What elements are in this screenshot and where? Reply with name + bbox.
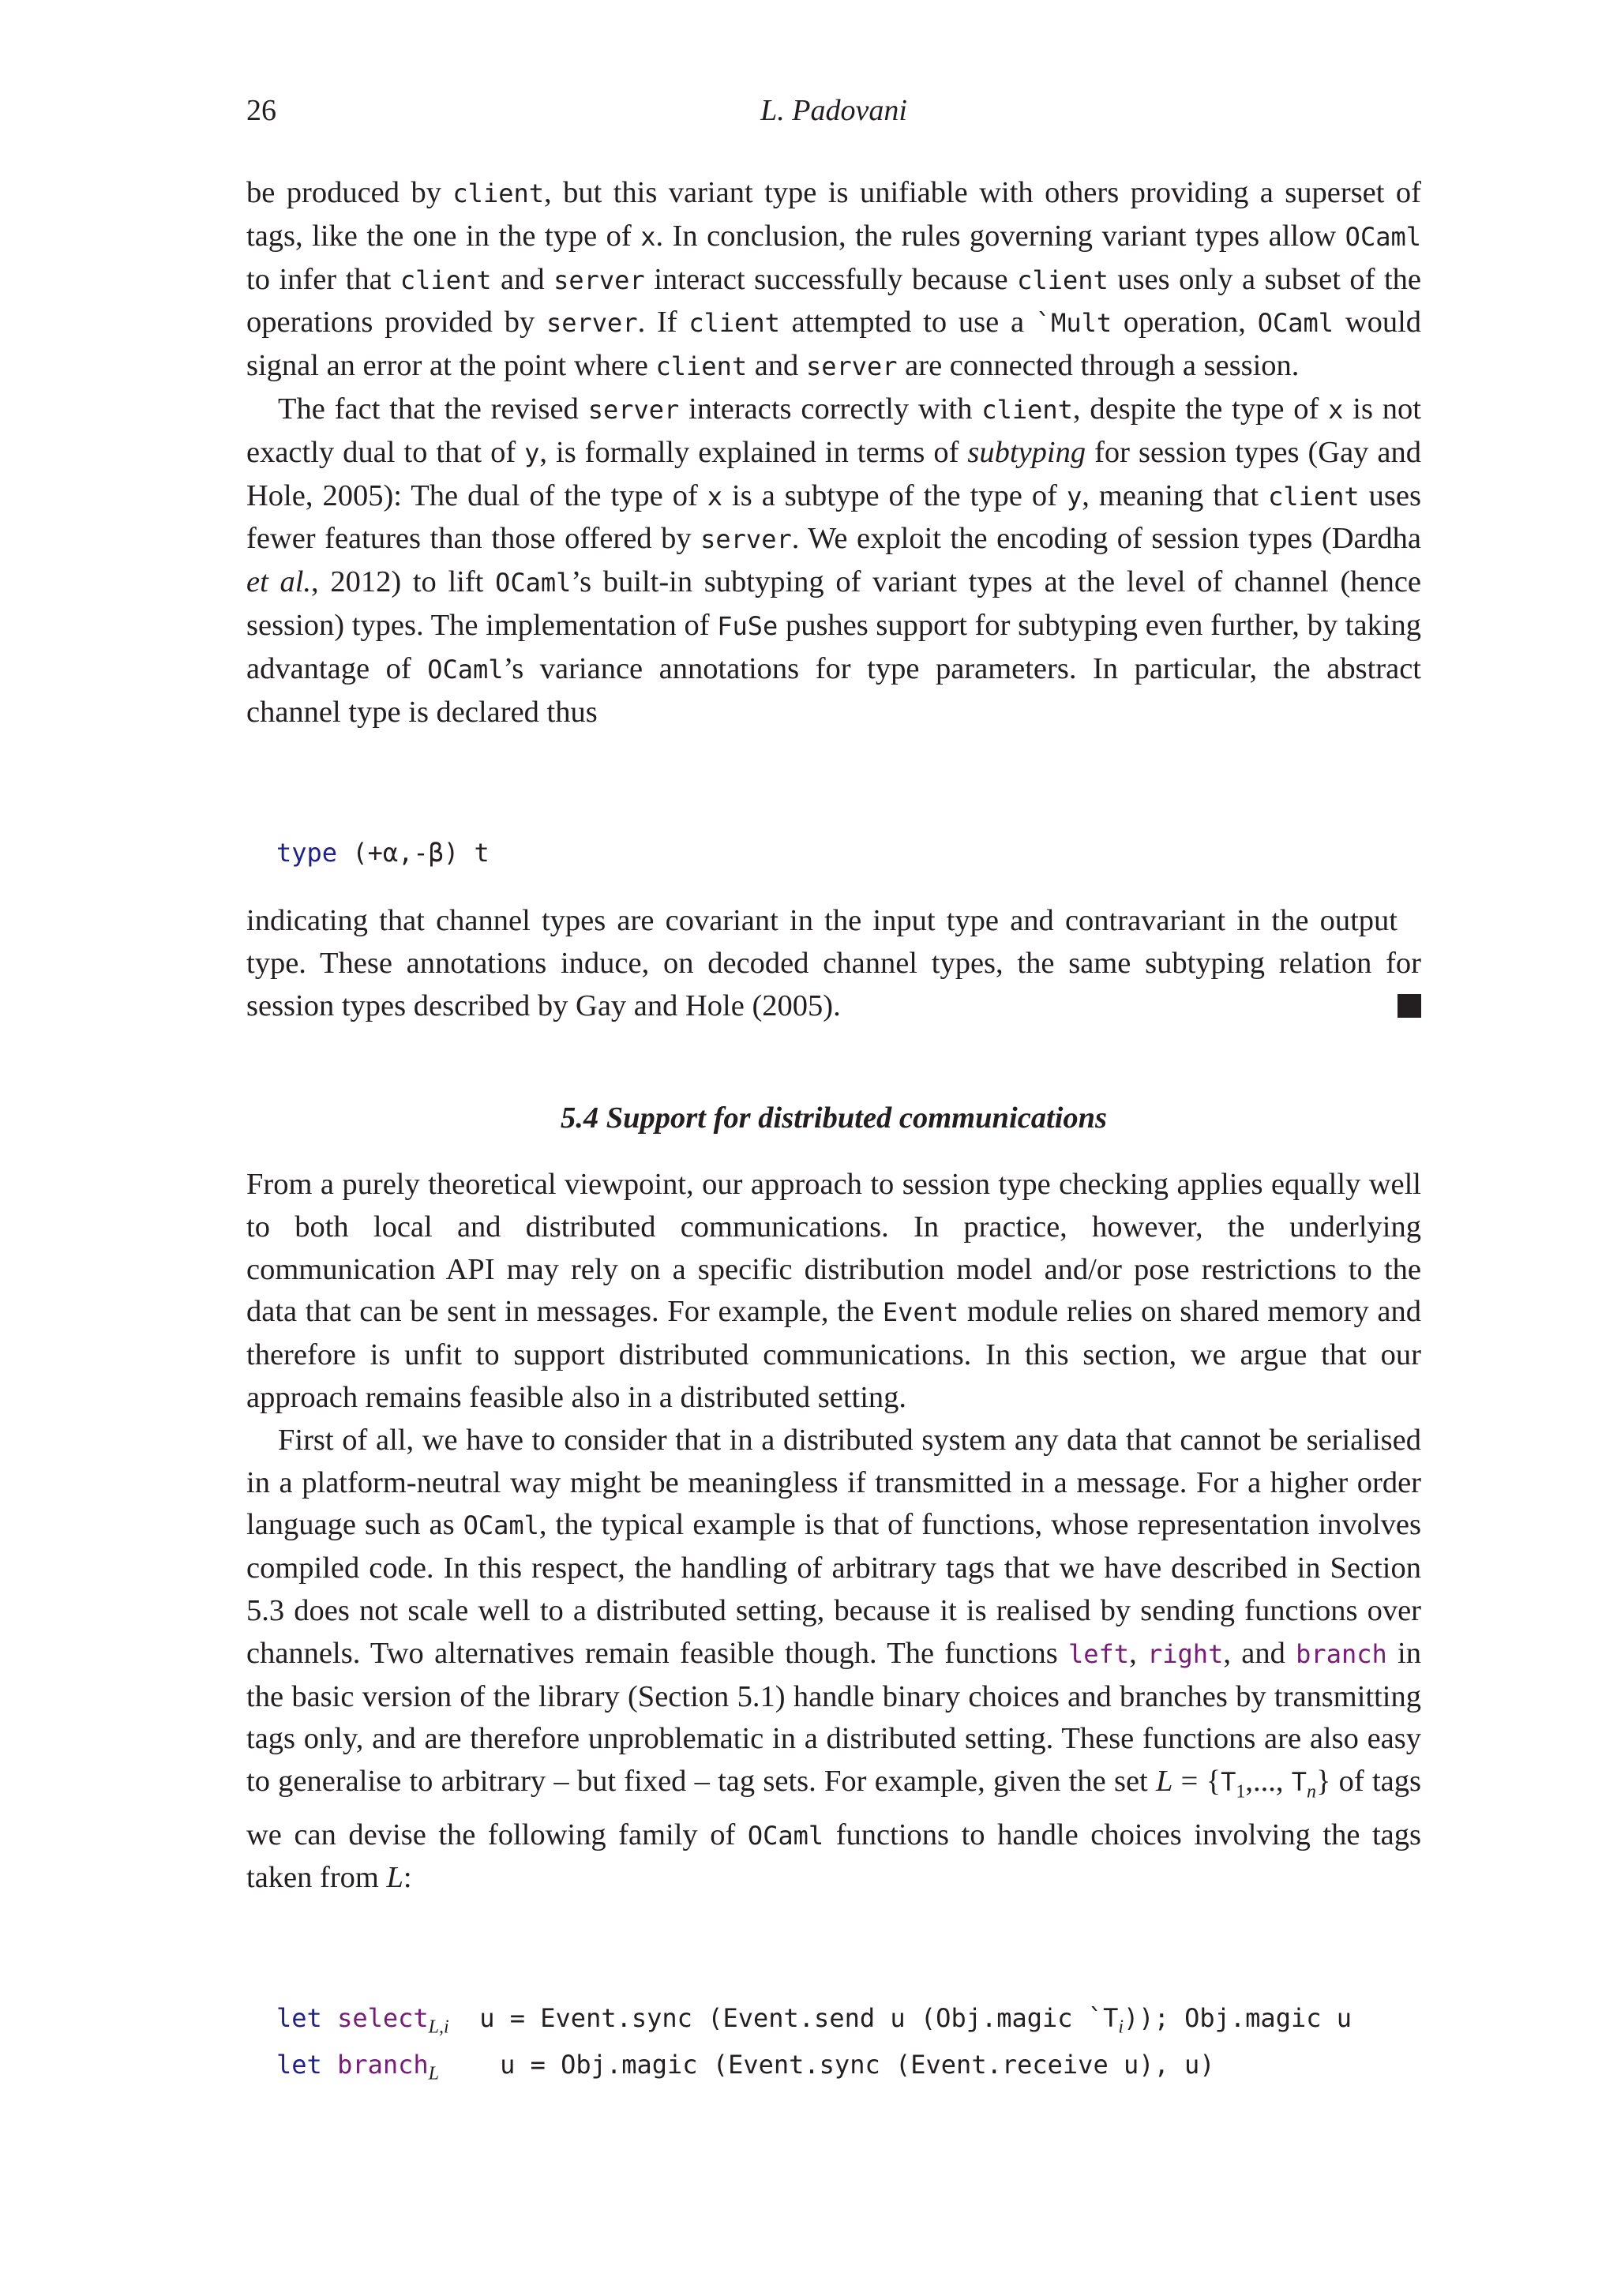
paragraph-5: First of all, we have to consider that in a distributed system any data that cannot be serialised in a platform-neutral way might be meaningless if transmitted in a message. For a higher order language such as OCaml, the typical example is that of functions, whose representation involves compiled code. In this respect, the handling of arbitrary tags that we have described in Section 5.3 does not scale well to a distributed setting, because it is realised by sending functions over channels. Two alternatives remain feasible though. The functions left, right, and branch in the basic version of the library (Section 5.1) handle binary choices and branches by transmitting tags only, and are therefore unproblematic in a distributed setting. These functions are also easy to generalise to arbitrary – but fixed – tag sets. For example, given the set $L = \{T_1$,..., $T_n$} of tags we can devise the following family of OCaml functions to handle choices involving the tags taken from L: (246, 1423, 1422, 1895)
text-block-2 (246, 900, 1421, 1027)
running-header (246, 93, 1421, 141)
paragraph-4: From a purely theoretical viewpoint, our approach to session type checking applies equally well to both local and distributed communications. In practice, however, the underlying communication API may rely on a specific distribution model and/or pose restrictions to the data that can be sent in messages. For example, the Event module relies on shared memory and therefore is unfit to support distributed communications. In this section, we argue that our approach remains feasible also in a distributed setting. (246, 1168, 1421, 1414)
section-heading: 5.4 Support for distributed communications (560, 1101, 1108, 1135)
code-select-branch: let select$_{L,i}$ u = Event.sync (Event.send u (Obj.magic $`T_i$)); Obj.magic u let branch$_L$ u = Obj.magic (Event.sync (Event.receive u), u) (276, 2003, 1353, 2084)
text-block-1 (246, 172, 1421, 733)
code-type-declaration: type (+α,-β) t (276, 838, 490, 868)
page-number: 26 (246, 94, 276, 127)
running-author: L. Padovani (760, 94, 907, 127)
text-block-3 (246, 1164, 1421, 1900)
qed-square-icon (1398, 994, 1421, 1018)
paragraph-1: be produced by client, but this variant type is unifiable with others providing a superset of tags, like the one in the type of x. In conclusion, the rules governing variant types allow OCaml to infer that client and server interact successfully because client uses only a subset of the operations provided by server. If client attempted to use a `Mult operation, OCaml would signal an error at the point where client and server are connected through a session. (246, 176, 1422, 383)
paragraph-3: indicating that channel types are covariant in the input type and contravariant in the output type. These annotations induce, on decoded channel types, the same subtyping relation for session types described by Gay and Hole (2005). (246, 904, 1421, 1022)
paragraph-2: The fact that the revised server interacts correctly with client, despite the type of x is not exactly dual to that of y, is formally explained in terms of subtyping for session types (Gay and Hole, 2005): The dual of the type of x is a subtype of the type of y, meaning that client uses fewer features than those offered by server. We exploit the encoding of session types (Dardha et al., 2012) to lift OCaml’s built-in subtyping of variant types at the level of channel (hence session) types. The implementation of FuSe pushes support for subtyping even further, by taking advantage of OCaml’s variance annotations for type parameters. In particular, the abstract channel type is declared thus (246, 392, 1421, 729)
